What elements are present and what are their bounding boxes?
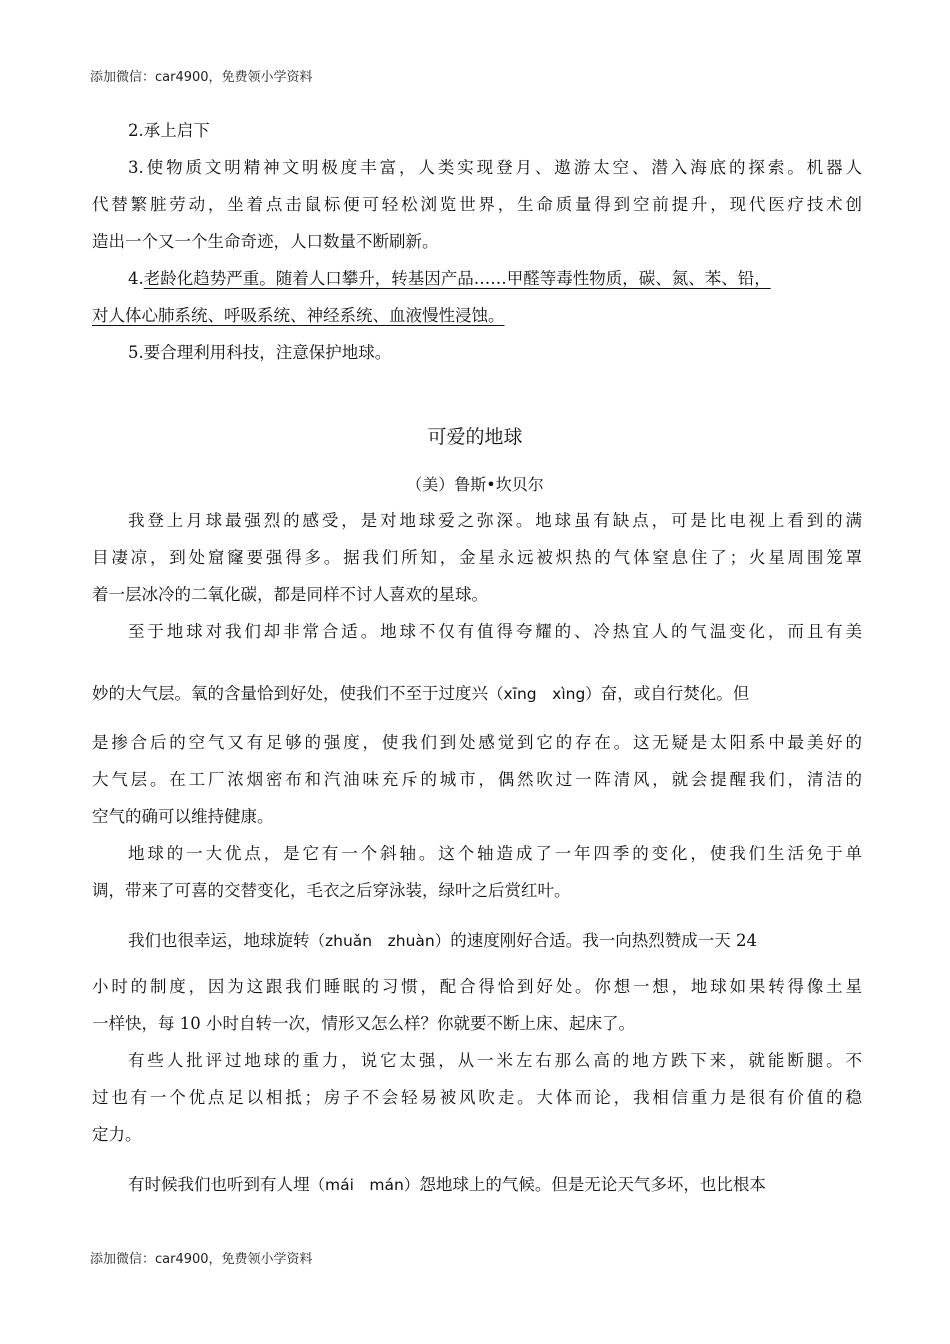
p1-line-1: 我登上月球最强烈的感受，是对地球爱之弥深。地球虽有缺点，可是比电视上看到的满	[128, 511, 862, 530]
pinyin-choice: （zhuǎn zhuàn）	[309, 932, 451, 950]
p4-line-1-text-a: 我们也很幸运，地球旋	[128, 931, 293, 950]
p6-line-1-text-b: 怨地球上的气候。但是无论天气多坏，也比根本	[419, 1175, 766, 1194]
p3-line-1: 地球的一大优点，是它有一个斜轴。这个轴造成了一年四季的变化，使我们生活免于单	[128, 844, 862, 863]
answer-4-number: 4.	[128, 269, 144, 288]
emphasis-dot-char: 埋	[293, 1175, 310, 1194]
pinyin-choice: （xīng xìng）	[488, 685, 601, 703]
answer-4-underlined-1: 老龄化趋势严重。随着人口攀升，转基因产品……甲醛等毒性物质，碳、氮、苯、铅，	[143, 269, 771, 288]
answer-3-line-2: 代替繁脏劳动，坐着点击鼠标便可轻松浏览世界，生命质量得到空前提升，现代医疗技术创	[92, 195, 862, 214]
p2-line-2	[92, 683, 862, 705]
p4-line-3: 一样快，每 10 小时自转一次，情形又怎么样？你就要不断上床、起床了。	[92, 1014, 635, 1033]
p5-line-1: 有些人批评过地球的重力，说它太强，从一米左右那么高的地方跌下来，就能断腿。不	[128, 1051, 862, 1070]
answer-4-line-1	[128, 268, 862, 290]
page-footer: 添加微信：car4900，免费领小学资料	[90, 1252, 313, 1267]
p2-line-2-text-b: 奋，或自行焚化。但	[600, 684, 750, 703]
p5-line-3: 定力。	[92, 1125, 142, 1144]
answer-3-line-1: 3.使物质文明精神文明极度丰富，人类实现登月、遨游太空、潜入海底的探索。机器人	[128, 158, 862, 177]
answer-3-line-3: 造出一个又一个生命奇迹，人口数量不断刷新。	[92, 232, 439, 251]
p1-line-2: 目凄凉，到处窟窿要强得多。据我们所知，金星永远被炽热的气体窒息住了；火星周围笼罩	[92, 548, 862, 567]
p5-line-2: 过也有一个优点足以相抵；房子不会轻易被风吹走。大体而论，我相信重力是很有价值的稳	[92, 1088, 862, 1107]
p4-line-1	[128, 930, 862, 952]
p4-line-1-text-b: 的速度刚好合适。我一向热烈赞成一天 24	[450, 931, 757, 950]
answer-2: 2.承上启下	[128, 121, 210, 140]
p6-line-1	[128, 1174, 862, 1196]
p3-line-2: 调，带来了可喜的交替变化，毛衣之后穿泳装，绿叶之后赏红叶。	[92, 881, 571, 900]
answer-4-underlined-2: 对人体心肺系统、呼吸系统、神经系统、血液慢性浸蚀。	[92, 306, 505, 325]
p2-line-4: 大气层。在工厂浓烟密布和汽油味充斥的城市，偶然吹过一阵清风，就会提醒我们，清洁的	[92, 770, 862, 789]
emphasis-dot-char: 转	[293, 931, 310, 950]
p1-line-3: 着一层冰冷的二氧化碳，都是同样不讨人喜欢的星球。	[92, 585, 488, 604]
pinyin-choice: （mái mán）	[309, 1176, 420, 1194]
emphasis-dot-char: 兴	[471, 684, 488, 703]
p2-line-1: 至于地球对我们却非常合适。地球不仅有值得夸耀的、冷热宜人的气温变化，而且有美	[128, 622, 862, 641]
page-header: 添加微信：car4900，免费领小学资料	[90, 70, 313, 85]
p2-line-2-text-a: 妙的大气层。氧的含量恰到好处，使我们不至于过度	[92, 684, 472, 703]
article-title: 可爱的地球	[427, 426, 523, 448]
answer-5: 5.要合理利用科技，注意保护地球。	[128, 343, 392, 362]
article-author: （美）鲁斯•坎贝尔	[406, 475, 544, 494]
answer-4-line-2	[92, 305, 862, 327]
p4-line-2: 小时的制度，因为这跟我们睡眠的习惯，配合得恰到好处。你想一想，地球如果转得像土星	[92, 977, 862, 996]
p2-line-5: 空气的确可以维持健康。	[92, 807, 274, 826]
p2-line-3: 是掺合后的空气又有足够的强度，使我们到处感觉到它的存在。这无疑是太阳系中最美好的	[92, 733, 862, 752]
p6-line-1-text-a: 有时候我们也听到有人	[128, 1175, 293, 1194]
